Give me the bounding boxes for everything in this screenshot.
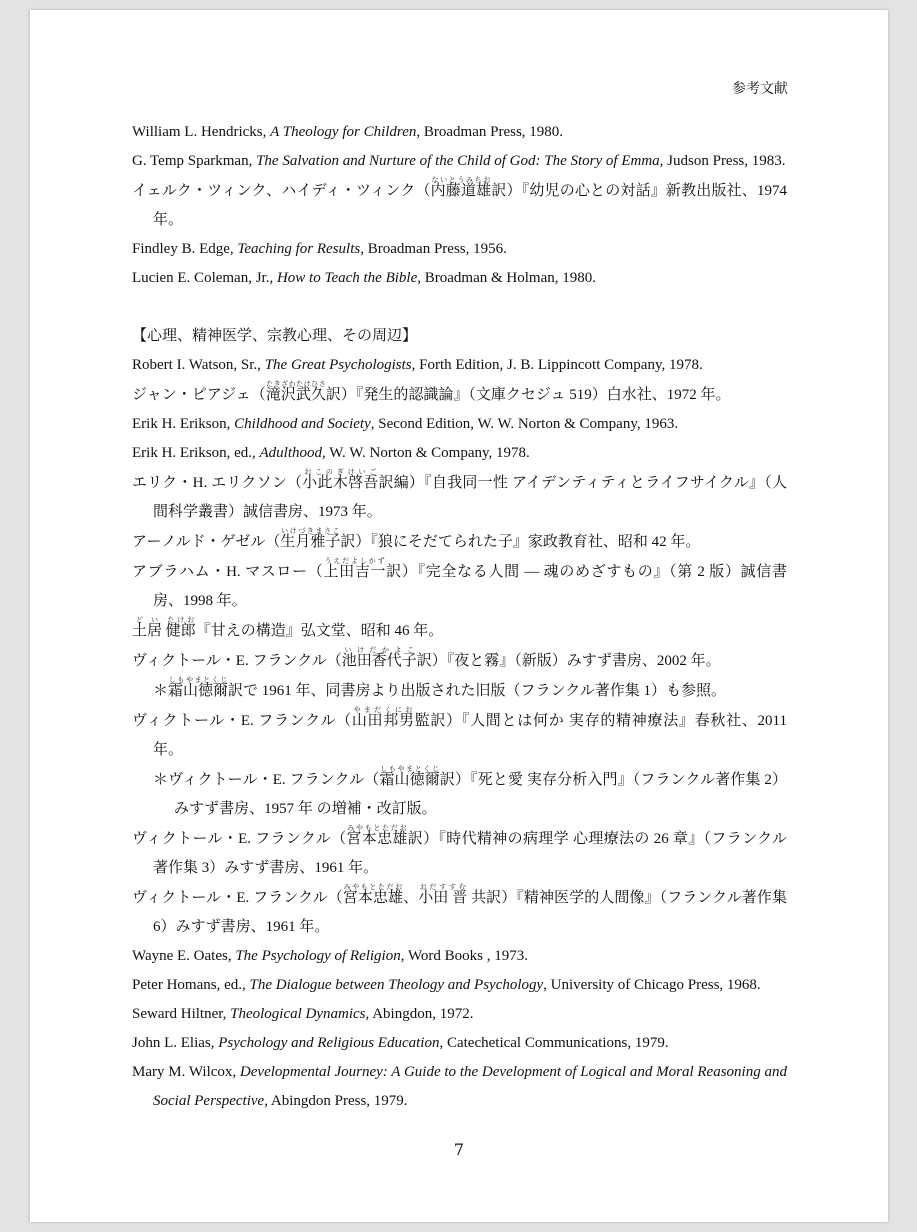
entry-title: The Great Psychologists, [264,357,416,373]
bibliography-entry [132,118,787,147]
ruby-text: みやもとただお [346,824,408,832]
entry-publication: 共訳）『精神医学的人間像』（フランクル著作集 6）みすず書房、1961 年。 [153,890,787,935]
ruby-base: 健郎 [165,623,196,639]
entry-author: John L. Elias, [132,1035,219,1051]
ruby-base: 山田邦男 [351,713,415,729]
entry-title: How to Teach the Bible [276,270,418,286]
ruby-base: 生月雅子 [280,534,341,550]
entry-publication: 訳）『幼児の心との対話』新教出版社、1974 年。 [153,183,787,228]
bibliography-entry [132,557,787,616]
entry-author: アブラハム・H. マスロー（ [132,564,324,580]
entry-author: G. Temp Sparkman, [132,153,257,169]
entry-author: ヴィクトール・E. フランクル（ [132,713,352,729]
entry-author: アーノルド・ゲゼル（ [132,534,281,550]
bibliography-entry [132,380,787,410]
ruby-reading [379,765,440,788]
entry-author: ヴィクトール・E. フランクル（ [132,831,347,847]
entry-author: William L. Hendricks, [132,124,271,140]
entry-author: ヴィクトール・E. フランクル（ [132,890,343,906]
bibliography-entry [132,527,787,557]
bibliography-entry [132,942,787,971]
entry-title: Theological Dynamics [230,1006,366,1022]
ruby-base: 池田香代子 [341,653,417,669]
entry-author: Erik H. Erikson, [132,416,235,432]
ruby-base: 滝沢武久 [265,387,326,403]
page-number: 7 [453,1140,465,1159]
ruby-base: 宮本忠雄 [346,831,408,847]
entry-author: Erik H. Erikson, ed., [132,445,260,461]
bibliography-list-general [132,118,787,293]
entry-author: エリク・H. エリクソン（ [132,475,303,491]
entry-publication: , Abingdon Press, 1979. [264,1093,408,1109]
ruby-text: いけづきまさこ [280,527,341,535]
entry-publication: 訳）『発生的認識論』（文庫クセジュ 519）白水社、1972 年。 [325,387,731,403]
ruby-base: 小田 晋 [418,890,468,906]
entry-author: ＊ヴィクトール・E. フランクル（ [153,772,380,788]
ruby-base: 小此木啓吾 [302,475,379,491]
entry-author: イェルク・ツィンク、ハイディ・ツィンク（ [132,183,431,199]
ruby-reading [265,380,326,403]
ruby-text: うえだよしかず [323,557,386,565]
ruby-reading [346,824,408,847]
entry-publication: , Judson Press, 1983. [659,153,786,169]
ruby-text: ないとうみちお [430,176,492,184]
bibliography-entry [132,1000,787,1029]
entry-author: Wayne E. Oates, [132,948,236,964]
bibliography-entry [132,264,787,293]
entry-title: Psychology and Religious Education [218,1035,440,1051]
ruby-text: やまだくにお [351,706,414,714]
entry-publication: , Word Books , 1973. [400,948,529,964]
entry-publication: Forth Edition, J. B. Lippincott Company, 1978. [415,357,703,373]
ruby-base: 宮本忠雄 [342,890,404,906]
bibliography-entry [132,1058,787,1116]
entry-author: Findley B. Edge, [132,241,238,257]
entry-publication: , Second Edition, W. W. Norton & Company, 1963. [370,416,679,432]
ruby-base: 上田吉一 [323,564,387,580]
entry-publication: 監訳）『人間とは何か 実存的精神療法』春秋社、2011 年。 [153,713,787,758]
ruby-text: おだすすむ [418,883,468,891]
bibliography-entry [132,706,787,765]
entry-author: Mary M. Wilcox, [132,1064,240,1080]
ruby-base: 霜山徳爾 [168,683,229,699]
bibliography-entry [132,616,787,646]
bibliography-entry [132,410,787,439]
bibliography-entry [132,1029,787,1058]
entry-title: Teaching for Results [237,241,361,257]
ruby-reading [418,883,468,906]
bibliography-entry [132,468,787,527]
ruby-reading [302,468,379,491]
entry-publication: 訳編）『自我同一性 アイデンティティとライフサイクル』（人間科学叢書）誠信書房、1973 年。 [153,475,787,520]
entry-publication: 訳）『時代精神の病理学 心理療法の 26 章』（フランクル著作集 3）みすず書房、1961 年。 [153,831,787,876]
entry-publication: , Abingdon, 1972. [365,1006,474,1022]
document-page [30,10,888,1222]
ruby-reading [168,676,229,699]
ruby-text: しもやまとくじ [168,676,229,684]
bibliography-entry [132,883,787,942]
ruby-reading [351,706,415,729]
entry-publication: , Broadman Press, 1956. [360,241,507,257]
ruby-text: おこのぎけいご [302,468,379,476]
ruby-reading [342,883,404,906]
entry-publication: 『甘えの構造』弘文堂、昭和 46 年。 [195,623,444,639]
ruby-reading [165,616,196,639]
ruby-base: 土居 [132,623,163,639]
bibliography-note [132,765,787,824]
ruby-text: たきざわたけひさ [265,380,326,388]
entry-publication: , Broadman Press, 1980. [416,124,564,140]
bibliography-entry [132,646,787,676]
ruby-reading [341,646,417,669]
entry-publication: , University of Chicago Press, 1968. [543,977,761,993]
entry-title: A Theology for Children [270,124,417,140]
ruby-text: みやもとただお [342,883,404,891]
ruby-base: 霜山徳爾 [379,772,440,788]
entry-author: Lucien E. Coleman, Jr., [132,270,277,286]
bibliography-entry [132,351,787,380]
ruby-base: 内藤道雄 [430,183,492,199]
ruby-reading [132,616,163,639]
entry-author: Peter Homans, ed., [132,977,250,993]
ruby-reading [280,527,341,550]
entry-author: ＊ [153,683,169,699]
ruby-text: どい [132,616,163,624]
ruby-text: たけお [165,616,196,624]
entry-title: The Dialogue between Theology and Psychology [249,977,544,993]
entry-title: Adulthood [259,445,322,461]
entry-publication: 訳）『狼にそだてられた子』家政教育社、昭和 42 年。 [340,534,701,550]
bibliography-entry [132,971,787,1000]
ruby-reading [323,557,387,580]
entry-title: The Psychology of Religion [235,948,401,964]
entry-title: Childhood and Society [234,416,371,432]
bibliography-entry [132,235,787,264]
entry-publication: 訳で 1961 年、同書房より出版された旧版（フランクル著作集 1）も参照。 [228,683,727,699]
bibliography-entry [132,176,787,235]
entry-author: Seward Hiltner, [132,1006,231,1022]
entry-author: Robert I. Watson, Sr., [132,357,265,373]
bibliography-entry [132,824,787,883]
entry-publication: , Broadman & Holman, 1980. [417,270,596,286]
entry-author: ジャン・ピアジェ（ [132,387,266,403]
ruby-text: いけだかよこ [341,646,417,654]
bibliography-note [132,676,787,706]
bibliography-entry [132,439,787,468]
entry-publication: 訳）『夜と霧』（新版）みすず書房、2002 年。 [416,653,721,669]
entry-title: The Salvation and Nurture of the Child of God: The Story of Emma [256,153,660,169]
bibliography-list-psychology [132,351,787,1116]
ruby-reading [430,176,492,199]
entry-title: Developmental Journey: A Guide to the Development of Logical and Moral Reasoning and Social Perspective [153,1064,787,1109]
entry-publication: , W. W. Norton & Company, 1978. [321,445,530,461]
entry-publication: , Catechetical Communications, 1979. [439,1035,669,1051]
entry-publication: 訳）『死と愛 実存分析入門』（フランクル著作集 2）みすず書房、1957 年 の増補・改訂版。 [174,772,787,817]
bibliography [132,118,787,1116]
section-gap [132,293,787,322]
entry-author: ヴィクトール・E. フランクル（ [132,653,342,669]
bibliography-entry [132,147,787,176]
entry-publication: 訳）『完全なる人間 ― 魂のめざすもの』（第 2 版）誠信書房、1998 年。 [153,564,787,609]
running-header: 参考文献 [732,81,788,97]
ruby-text: しもやまとくじ [379,765,440,773]
entry-separator: 、 [403,890,419,906]
section-heading: 【心理、精神医学、宗教心理、その周辺】 [132,328,418,344]
